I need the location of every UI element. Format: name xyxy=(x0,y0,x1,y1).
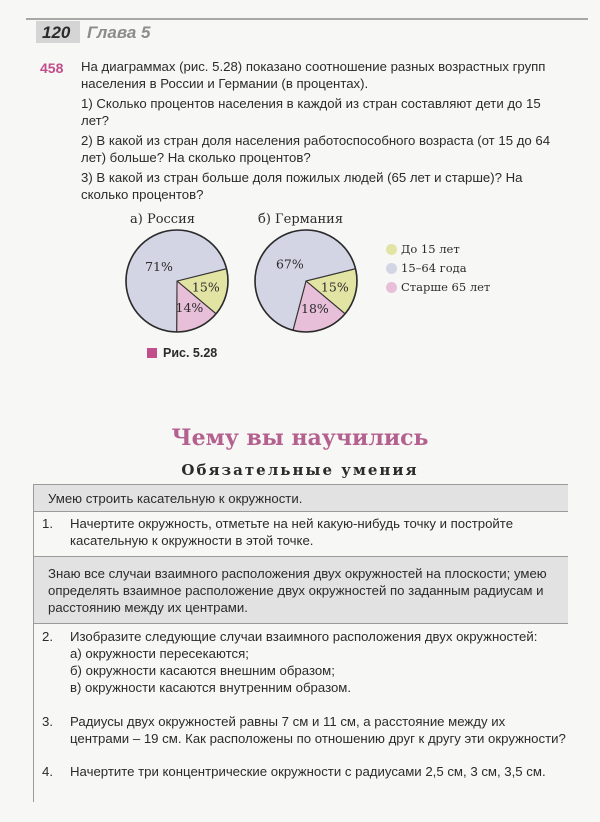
legend-item-under15 xyxy=(386,242,496,257)
problem-number: 458 xyxy=(40,60,64,76)
skill2-rule xyxy=(33,623,568,624)
box-left-rule xyxy=(33,484,34,802)
section-title: Чему вы научились xyxy=(171,425,429,451)
pie-1-label-over65: 18% xyxy=(301,301,329,317)
problem-intro: На диаграммах (рис. 5.28) показано соотношение разных возрастных групп населения в России и Германии (в процентах). xyxy=(81,59,546,91)
task-4-text: Начертите три концентрические окружности с радиусами 2,5 см, 3 см, 3,5 см. xyxy=(70,764,546,779)
problem-question-2: 2) В какой из стран доля населения работоспособного возраста (от 15 до 64 лет) больше? На сколько процентов? xyxy=(81,133,551,165)
pie-0-label-over65: 14% xyxy=(175,299,204,315)
figure-caption xyxy=(147,346,217,360)
task-3-number: 3. xyxy=(42,714,53,729)
figure-caption-text: Рис. 5.28 xyxy=(163,346,218,360)
problem-text xyxy=(81,58,566,203)
chart-title-germany: б) Германия xyxy=(258,212,344,227)
task-3-text: Радиусы двух окружностей равны 7 см и 11 см, а расстояние между их центрами – 19 см. Как расположены по отношению друг к другу эти окружности? xyxy=(70,714,566,746)
page-number: 120 xyxy=(42,23,71,42)
task-4 xyxy=(42,763,567,780)
legend-label-over65: Старше 65 лет xyxy=(401,280,491,294)
pie-1-label-15-64: 67% xyxy=(275,256,304,272)
chart-legend xyxy=(386,242,496,299)
page-header xyxy=(0,14,600,42)
task-2-item-b: б) окружности касаются внешним образом; xyxy=(70,663,335,678)
task-2-number: 2. xyxy=(42,629,53,644)
header-rule xyxy=(26,18,588,20)
problem-question-1: 1) Сколько процентов населения в каждой из стран составляют дети до 15 лет? xyxy=(81,96,541,128)
task-3 xyxy=(42,713,567,747)
task-2-text: Изобразите следующие случаи взаимного расположения двух окружностей: xyxy=(70,629,538,644)
skill1-rule xyxy=(33,511,568,512)
task-2-item-c: в) окружности касаются внутренним образом. xyxy=(70,680,352,695)
chart-title-russia: а) Россия xyxy=(130,212,195,227)
legend-label-under15: До 15 лет xyxy=(401,242,460,256)
task-2 xyxy=(42,628,567,696)
task-1-number: 1. xyxy=(42,516,53,531)
subsection-title: Обязательные умения xyxy=(181,461,419,479)
skill-2-statement: Знаю все случаи взаимного расположения двух окружностей на плоскости; умею определять взаимное расположение двух окружностей по заданным радиусам и расстоянию между их центрами. xyxy=(48,566,547,615)
task-2-item-a: а) окружности пересекаются; xyxy=(70,646,249,661)
legend-swatch-under15 xyxy=(386,244,397,255)
task-1-text: Начертите окружность, отметьте на ней какую-нибудь точку и постройте касательную к окружности в этой точке. xyxy=(70,516,514,548)
legend-swatch-15-64 xyxy=(386,263,397,274)
legend-swatch-over65 xyxy=(386,282,397,293)
legend-item-15-64 xyxy=(386,261,496,276)
skill-1-statement: Умею строить касательную к окружности. xyxy=(48,491,303,506)
problem-question-3: 3) В какой из стран больше доля пожилых людей (65 лет и старше)? На сколько процентов? xyxy=(81,170,523,202)
task-1 xyxy=(42,515,567,549)
task-4-number: 4. xyxy=(42,764,53,779)
legend-label-15-64: 15–64 года xyxy=(401,261,467,275)
pie-0-label-under15: 15% xyxy=(191,279,220,295)
pie-1-label-under15: 15% xyxy=(320,279,349,295)
pie-0-label-15-64: 71% xyxy=(145,258,173,274)
legend-item-over65 xyxy=(386,280,496,295)
caption-marker-icon xyxy=(147,348,157,358)
chapter-title: Глава 5 xyxy=(87,23,151,42)
